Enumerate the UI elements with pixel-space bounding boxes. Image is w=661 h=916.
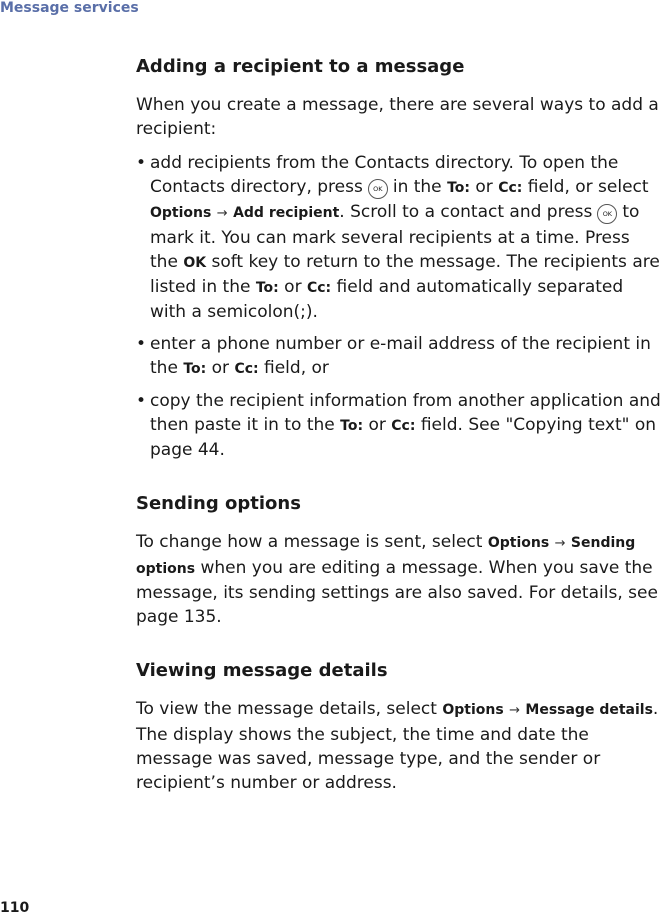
adding-recipient-intro: When you create a message, there are several ways to add a recipient:: [136, 95, 659, 139]
bullet-dot: •: [136, 391, 147, 411]
sending-options-text: To change how a message is sent, select Options → Sending options when you are editing a message. When you save the message, its sending settings are also saved. For details, see page 135.: [136, 532, 658, 627]
bullet-dot: •: [136, 153, 147, 173]
running-header: Message services: [0, 0, 139, 16]
cc-field-label: Cc:: [498, 180, 523, 196]
options-menu-label: Options: [487, 535, 550, 551]
list-item: [136, 332, 661, 381]
list-item: [136, 151, 661, 324]
list-item-text: copy the recipient information from another application and then paste it in to the To: or Cc: field. See "Copying text" on page 44.: [150, 391, 661, 460]
ok-soft-key-label: OK: [183, 255, 207, 271]
heading-sending-options: Sending options: [136, 493, 301, 514]
add-recipient-menu-label: Add recipient: [233, 205, 340, 221]
heading-adding-recipient: Adding a recipient to a message: [136, 56, 465, 77]
arrow-icon: →: [554, 536, 566, 551]
options-menu-label: Options: [442, 702, 504, 718]
list-item-text: add recipients from the Contacts directory. To open the Contacts directory, press OK in the To: or Cc: field, or select Options → Add recipient. Scroll to a contact and press OK to mark it. You can mark several recipients at a time. Press the OK soft key to return to the message. The recipients are listed in the To: or Cc: field and automatically separated with a semicolon(;).: [150, 153, 660, 322]
page-content: [136, 55, 661, 795]
bullet-dot: •: [136, 334, 147, 354]
arrow-icon: →: [216, 206, 228, 221]
list-item: [136, 389, 661, 462]
viewing-details-text: To view the message details, select Options → Message details. The display shows the subject, the time and date the message was saved, message type, and the sender or recipient’s number or address.: [136, 699, 659, 793]
page-number: 110: [0, 900, 30, 916]
ok-key-icon: OK: [597, 204, 617, 224]
list-item-text: enter a phone number or e-mail address of the recipient in the To: or Cc: field, or: [150, 334, 651, 378]
message-details-menu-label: Message details: [525, 702, 653, 718]
ok-key-icon: OK: [368, 179, 388, 199]
to-field-label: To:: [447, 180, 470, 196]
arrow-icon: →: [509, 703, 520, 718]
sending-options-menu-label: Sending options: [136, 535, 636, 577]
heading-viewing-details: Viewing message details: [136, 660, 388, 681]
options-menu-label: Options: [150, 205, 212, 221]
